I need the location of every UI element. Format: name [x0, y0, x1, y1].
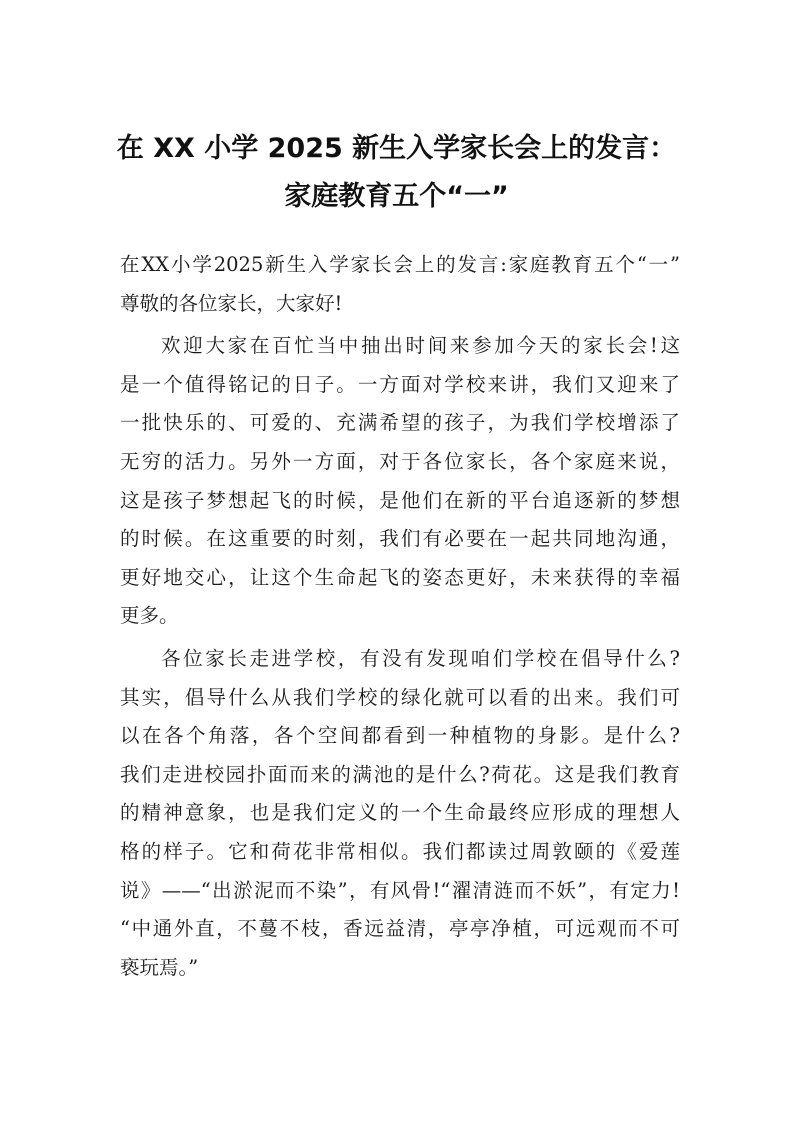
paragraph-line: 是一个值得铭记的日子。一方面对学校来讲，我们又迎来了 — [120, 372, 680, 396]
document-title-line-2: 家庭教育五个“一” — [284, 181, 509, 212]
document-body — [120, 246, 680, 987]
paragraph-line: 格的样子。它和荷花非常相似。我们都读过周敦颐的《爱莲 — [120, 839, 680, 863]
paragraph-line: 说》——“出淤泥而不染”，有风骨!“濯清涟而不妖”，有定力! — [120, 878, 680, 902]
paragraph-line: 亵玩焉。” — [120, 955, 199, 979]
paragraph-line: 这是孩子梦想起飞的时候，是他们在新的平台追逐新的梦想 — [120, 488, 680, 512]
subtitle-line: 在XX小学2025新生入学家长会上的发言:家庭教育五个“一” — [120, 253, 680, 276]
greeting-line: 尊敬的各位家长，大家好! — [120, 291, 343, 315]
paragraph-line: 的时候。在这重要的时刻，我们有必要在一起共同地沟通， — [120, 527, 680, 551]
paragraph-2 — [120, 640, 680, 987]
paragraph-line: “中通外直，不蔓不枝，香远益清，亭亭净植，可远观而不可 — [120, 917, 680, 941]
header-block — [120, 246, 680, 323]
paragraph-line: 一批快乐的、可爱的、充满希望的孩子，为我们学校增添了 — [120, 411, 680, 435]
document-title-line-1: 在 XX 小学 2025 新生入学家长会上的发言： — [116, 133, 677, 164]
paragraph-line: 以在各个角落，各个空间都看到一种植物的身影。是什么? — [120, 724, 680, 748]
paragraph-line: 更多。 — [120, 604, 179, 628]
paragraph-line: 的精神意象，也是我们定义的一个生命最终应形成的理想人 — [120, 801, 680, 825]
paragraph-line: 欢迎大家在百忙当中抽出时间来参加今天的家长会!这 — [161, 334, 680, 358]
paragraph-1 — [120, 327, 680, 636]
paragraph-line: 我们走进校园扑面而来的满池的是什么?荷花。这是我们教育 — [120, 762, 680, 786]
paragraph-line: 其实，倡导什么从我们学校的绿化就可以看的出来。我们可 — [120, 685, 680, 709]
paragraph-line: 各位家长走进学校，有没有发现咱们学校在倡导什么? — [161, 646, 680, 670]
paragraph-line: 更好地交心，让这个生命起飞的姿态更好，未来获得的幸福 — [120, 565, 680, 589]
paragraph-line: 无穷的活力。另外一方面，对于各位家长，各个家庭来说， — [120, 449, 680, 473]
